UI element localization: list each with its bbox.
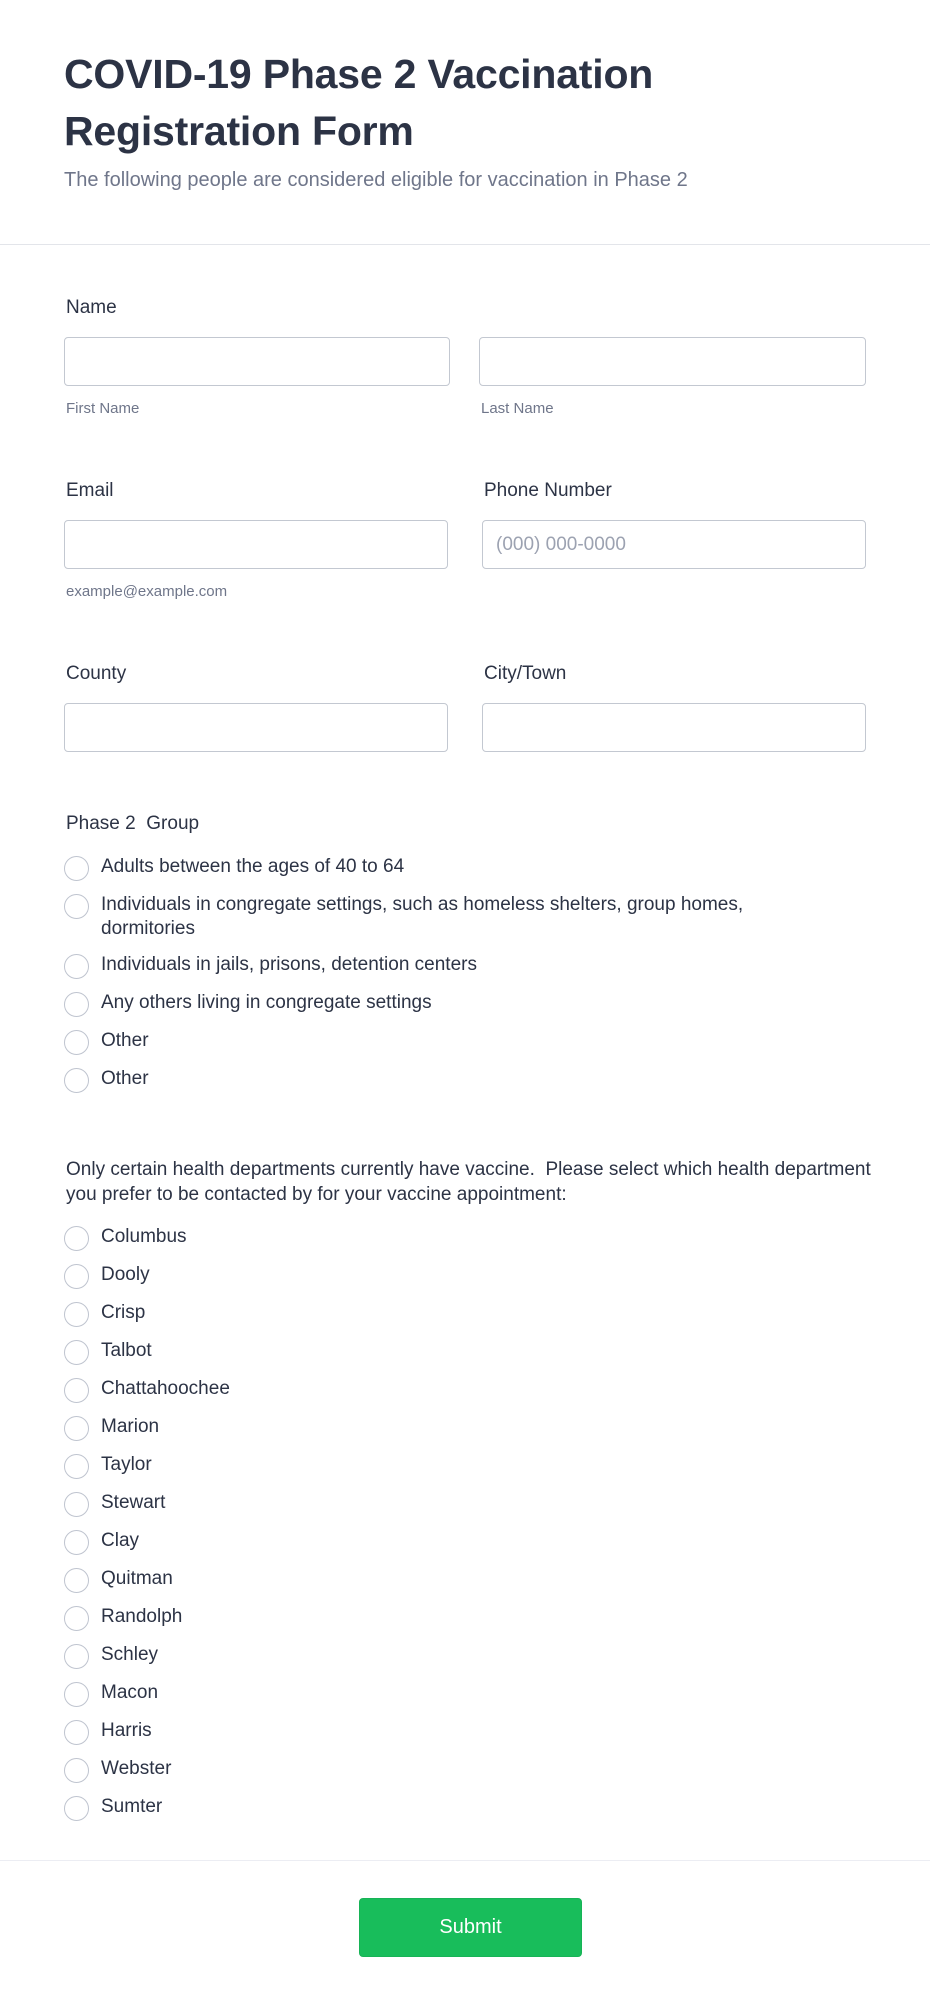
footer-divider (0, 1860, 930, 1861)
submit-button[interactable]: Submit (359, 1898, 582, 1957)
radio-label: Marion (101, 1416, 160, 1437)
radio-label: Quitman (101, 1568, 173, 1589)
phone-input[interactable] (482, 520, 866, 569)
phase-group-label: Phase 2 Group (66, 813, 200, 834)
last-name-sublabel: Last Name (481, 400, 554, 417)
health-dept-option-sumter[interactable] (64, 1795, 230, 1833)
radio-label: Stewart (101, 1492, 166, 1513)
radio-label: Schley (101, 1644, 159, 1665)
radio-circle-icon[interactable] (64, 1530, 89, 1555)
radio-label: Individuals in congregate settings, such as homeless shelters, group homes, dormitories (101, 894, 744, 939)
health-dept-option-chattahoochee[interactable] (64, 1377, 230, 1415)
form-subtitle: The following people are considered eligible for vaccination in Phase 2 (64, 169, 688, 191)
health-dept-option-macon[interactable] (64, 1681, 230, 1719)
health-dept-option-stewart[interactable] (64, 1491, 230, 1529)
radio-circle-icon[interactable] (64, 1454, 89, 1479)
radio-label: Sumter (101, 1796, 163, 1817)
city-input[interactable] (482, 703, 866, 752)
radio-circle-icon[interactable] (64, 1340, 89, 1365)
radio-circle-icon[interactable] (64, 1030, 89, 1055)
county-input[interactable] (64, 703, 448, 752)
phase-option-other-2[interactable] (64, 1067, 821, 1105)
radio-circle-icon[interactable] (64, 1796, 89, 1821)
email-label: Email (66, 480, 114, 501)
health-dept-option-dooly[interactable] (64, 1263, 230, 1301)
name-label: Name (66, 297, 117, 318)
health-dept-option-talbot[interactable] (64, 1339, 230, 1377)
radio-circle-icon[interactable] (64, 954, 89, 979)
radio-circle-icon[interactable] (64, 992, 89, 1017)
health-dept-option-webster[interactable] (64, 1757, 230, 1795)
radio-circle-icon[interactable] (64, 1720, 89, 1745)
form-header (0, 0, 930, 245)
radio-circle-icon[interactable] (64, 1682, 89, 1707)
health-dept-option-taylor[interactable] (64, 1453, 230, 1491)
first-name-input[interactable] (64, 337, 450, 386)
phase-option-other-1[interactable] (64, 1029, 821, 1067)
radio-label: Taylor (101, 1454, 152, 1475)
health-dept-option-randolph[interactable] (64, 1605, 230, 1643)
health-dept-option-clay[interactable] (64, 1529, 230, 1567)
radio-label: Randolph (101, 1606, 183, 1627)
health-dept-option-crisp[interactable] (64, 1301, 230, 1339)
radio-circle-icon[interactable] (64, 1758, 89, 1783)
radio-label: Macon (101, 1682, 159, 1703)
email-sublabel: example@example.com (66, 583, 228, 600)
county-label: County (66, 663, 127, 684)
phase-option-others-congregate[interactable] (64, 991, 821, 1029)
last-name-input[interactable] (479, 337, 866, 386)
radio-circle-icon[interactable] (64, 894, 89, 919)
radio-label: Individuals in jails, prisons, detention centers (101, 954, 477, 975)
form-title: COVID-19 Phase 2 Vaccination Registration Form (64, 51, 654, 154)
radio-circle-icon[interactable] (64, 1264, 89, 1289)
radio-label: Talbot (101, 1340, 152, 1361)
health-dept-option-quitman[interactable] (64, 1567, 230, 1605)
radio-label: Columbus (101, 1226, 187, 1247)
first-name-sublabel: First Name (66, 400, 140, 417)
radio-circle-icon[interactable] (64, 1492, 89, 1517)
radio-circle-icon[interactable] (64, 1644, 89, 1669)
radio-label: Other (101, 1068, 149, 1089)
radio-circle-icon[interactable] (64, 1606, 89, 1631)
radio-circle-icon[interactable] (64, 1226, 89, 1251)
health-dept-option-schley[interactable] (64, 1643, 230, 1681)
health-department-label: Only certain health departments currently have vaccine. Please select which health department you prefer to be contacted by for your vaccine appointment: (66, 1159, 877, 1205)
radio-label: Dooly (101, 1264, 150, 1285)
health-dept-option-harris[interactable] (64, 1719, 230, 1757)
radio-label: Other (101, 1030, 149, 1051)
radio-circle-icon[interactable] (64, 1568, 89, 1593)
phase-group-options (64, 855, 821, 1105)
radio-label: Any others living in congregate settings (101, 992, 432, 1013)
health-dept-option-marion[interactable] (64, 1415, 230, 1453)
health-department-options (64, 1225, 230, 1833)
radio-circle-icon[interactable] (64, 1378, 89, 1403)
health-dept-option-columbus[interactable] (64, 1225, 230, 1263)
radio-label: Crisp (101, 1302, 146, 1323)
radio-circle-icon[interactable] (64, 1416, 89, 1441)
phone-label: Phone Number (484, 480, 612, 501)
radio-label: Harris (101, 1720, 152, 1741)
radio-circle-icon[interactable] (64, 1302, 89, 1327)
phase-option-adults-40-64[interactable] (64, 855, 821, 893)
phase-option-congregate-settings[interactable] (64, 893, 821, 953)
phase-option-jails-prisons[interactable] (64, 953, 821, 991)
radio-circle-icon[interactable] (64, 1068, 89, 1093)
radio-label: Adults between the ages of 40 to 64 (101, 856, 405, 877)
radio-label: Clay (101, 1530, 140, 1551)
radio-circle-icon[interactable] (64, 856, 89, 881)
city-label: City/Town (484, 663, 567, 684)
radio-label: Webster (101, 1758, 172, 1779)
email-input[interactable] (64, 520, 448, 569)
radio-label: Chattahoochee (101, 1378, 230, 1399)
